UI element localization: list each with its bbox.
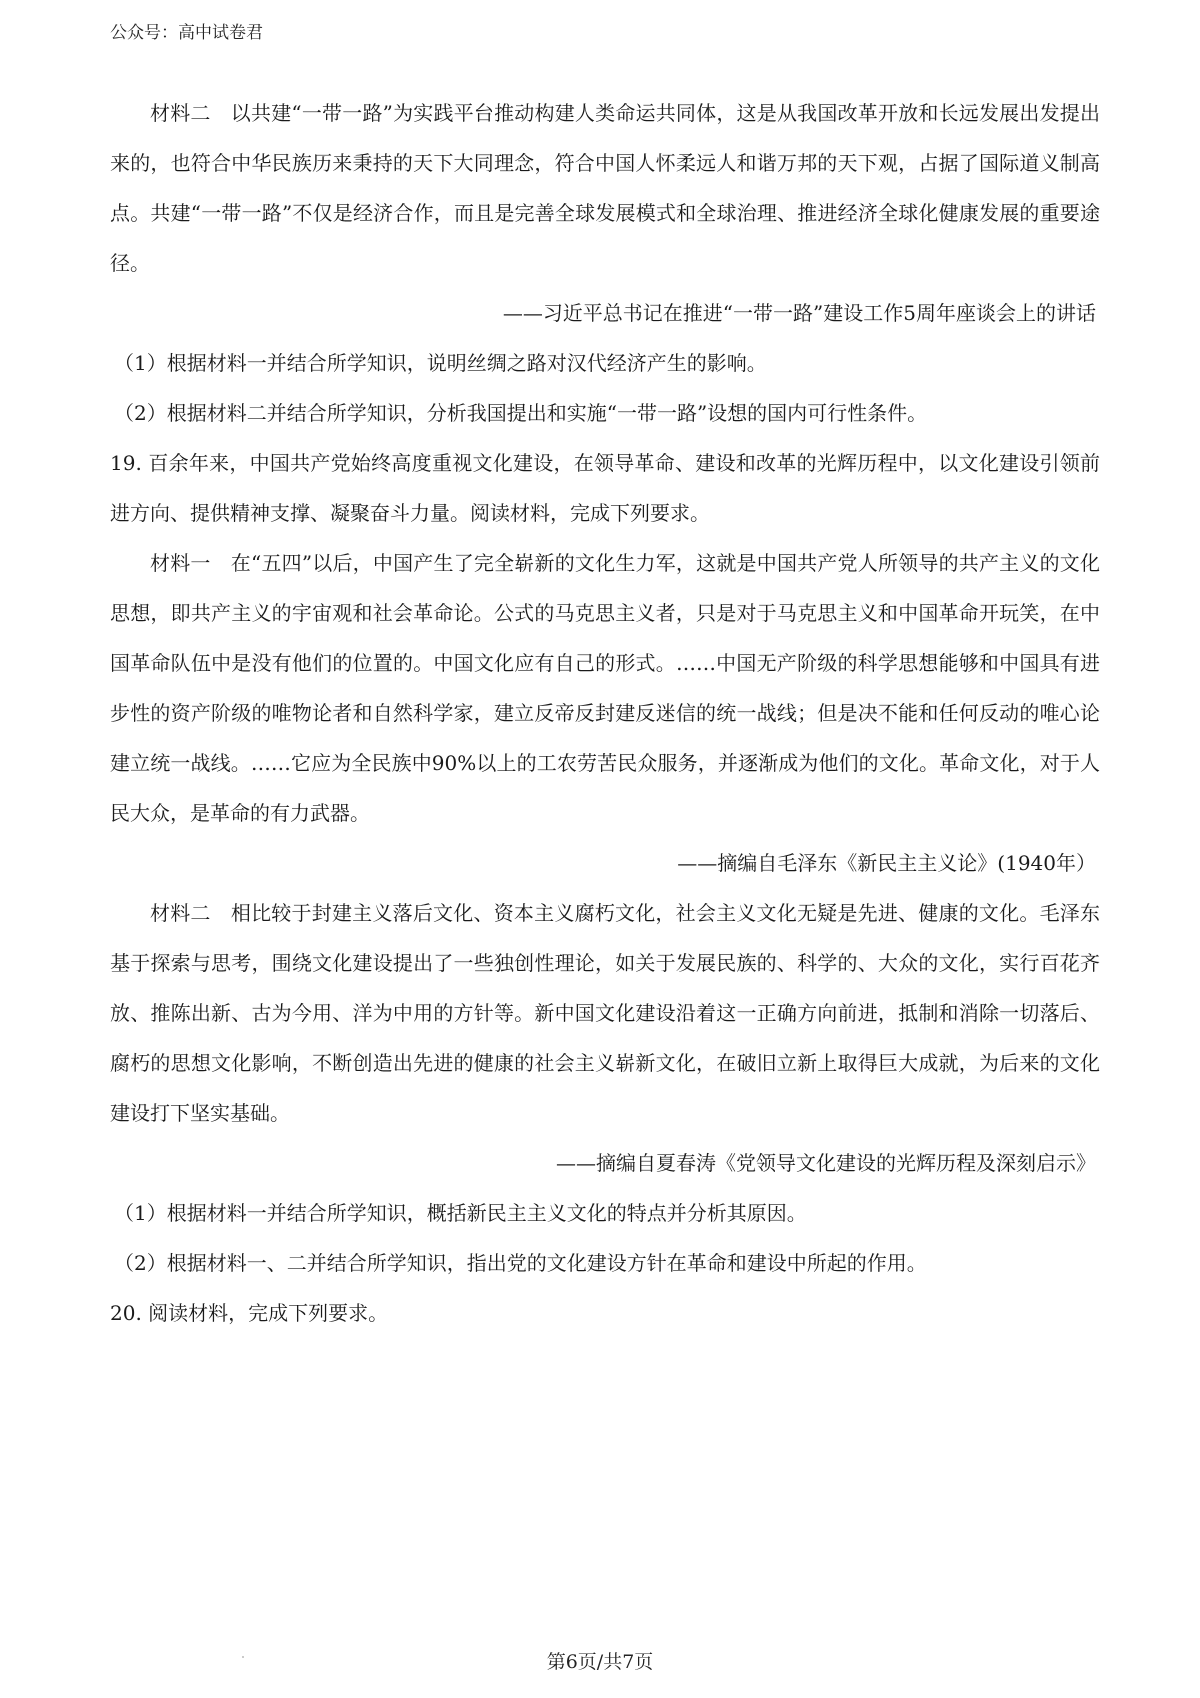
q20-stem: 20. 阅读材料，完成下列要求。 (110, 1301, 389, 1325)
page-header: 公众号：高中试卷君 (110, 23, 263, 43)
q18-material2-text: 材料二 以共建“一带一路”为实践平台推动构建人类命运共同体，这是从我国改革开放和长远发展出发提出来的，也符合中华民族历来秉持的天下大同理念，符合中国人怀柔远人和谐万邦的天下观，占据了国际道义制高点。共建“一带一路”不仅是经济合作，而且是完善全球发展模式和全球治理、推进经济全球化健康发展的重要途径。 (110, 101, 1100, 275)
q19-sub2: （2）根据材料一、二并结合所学知识，指出党的文化建设方针在革命和建设中所起的作用。 (114, 1251, 927, 1275)
q19-material1-source: ——摘编自毛泽东《新民主主义论》(1940年） (677, 851, 1096, 875)
q19-sub1: （1）根据材料一并结合所学知识，概括新民主主义文化的特点并分析其原因。 (114, 1201, 807, 1225)
q18-sub1: （1）根据材料一并结合所学知识，说明丝绸之路对汉代经济产生的影响。 (114, 351, 767, 375)
q19-material2-source: ——摘编自夏春涛《党领导文化建设的光辉历程及深刻启示》 (556, 1151, 1096, 1175)
q18-sub2: （2）根据材料二并结合所学知识，分析我国提出和实施“一带一路”设想的国内可行性条件。 (114, 401, 928, 425)
q19-stem: 19. 百余年来，中国共产党始终高度重视文化建设，在领导革命、建设和改革的光辉历程中，以文化建设引领前进方向、提供精神支撑、凝聚奋斗力量。阅读材料，完成下列要求。 (110, 451, 1100, 525)
document-body (110, 88, 1100, 1338)
q19-material1-text: 材料一 在“五四”以后，中国产生了完全崭新的文化生力军，这就是中国共产党人所领导的共产主义的文化思想，即共产主义的宇宙观和社会革命论。公式的马克思主义者，只是对于马克思主义和中国革命开玩笑，在中国革命队伍中是没有他们的位置的。中国文化应有自己的形式。……中国无产阶级的科学思想能够和中国具有进步性的资产阶级的唯物论者和自然科学家，建立反帝反封建反迷信的统一战线；但是决不能和任何反动的唯心论建立统一战线。……它应为全民族中90%以上的工农劳苦民众服务，并逐渐成为他们的文化。革命文化，对于人民大众，是革命的有力武器。 (110, 551, 1100, 825)
q18-material2-source: ——习近平总书记在推进“一带一路”建设工作5周年座谈会上的讲话 (502, 301, 1096, 325)
page-footer: 第6页/共7页 (546, 1651, 654, 1673)
q19-material2-text: 材料二 相比较于封建主义落后文化、资本主义腐朽文化，社会主义文化无疑是先进、健康的文化。毛泽东基于探索与思考，围绕文化建设提出了一些独创性理论，如关于发展民族的、科学的、大众的文化，实行百花齐放、推陈出新、古为今用、洋为中用的方针等。新中国文化建设沿着这一正确方向前进，抵制和消除一切落后、腐朽的思想文化影响，不断创造出先进的健康的社会主义崭新文化，在破旧立新上取得巨大成就，为后来的文化建设打下坚实基础。 (110, 901, 1100, 1125)
